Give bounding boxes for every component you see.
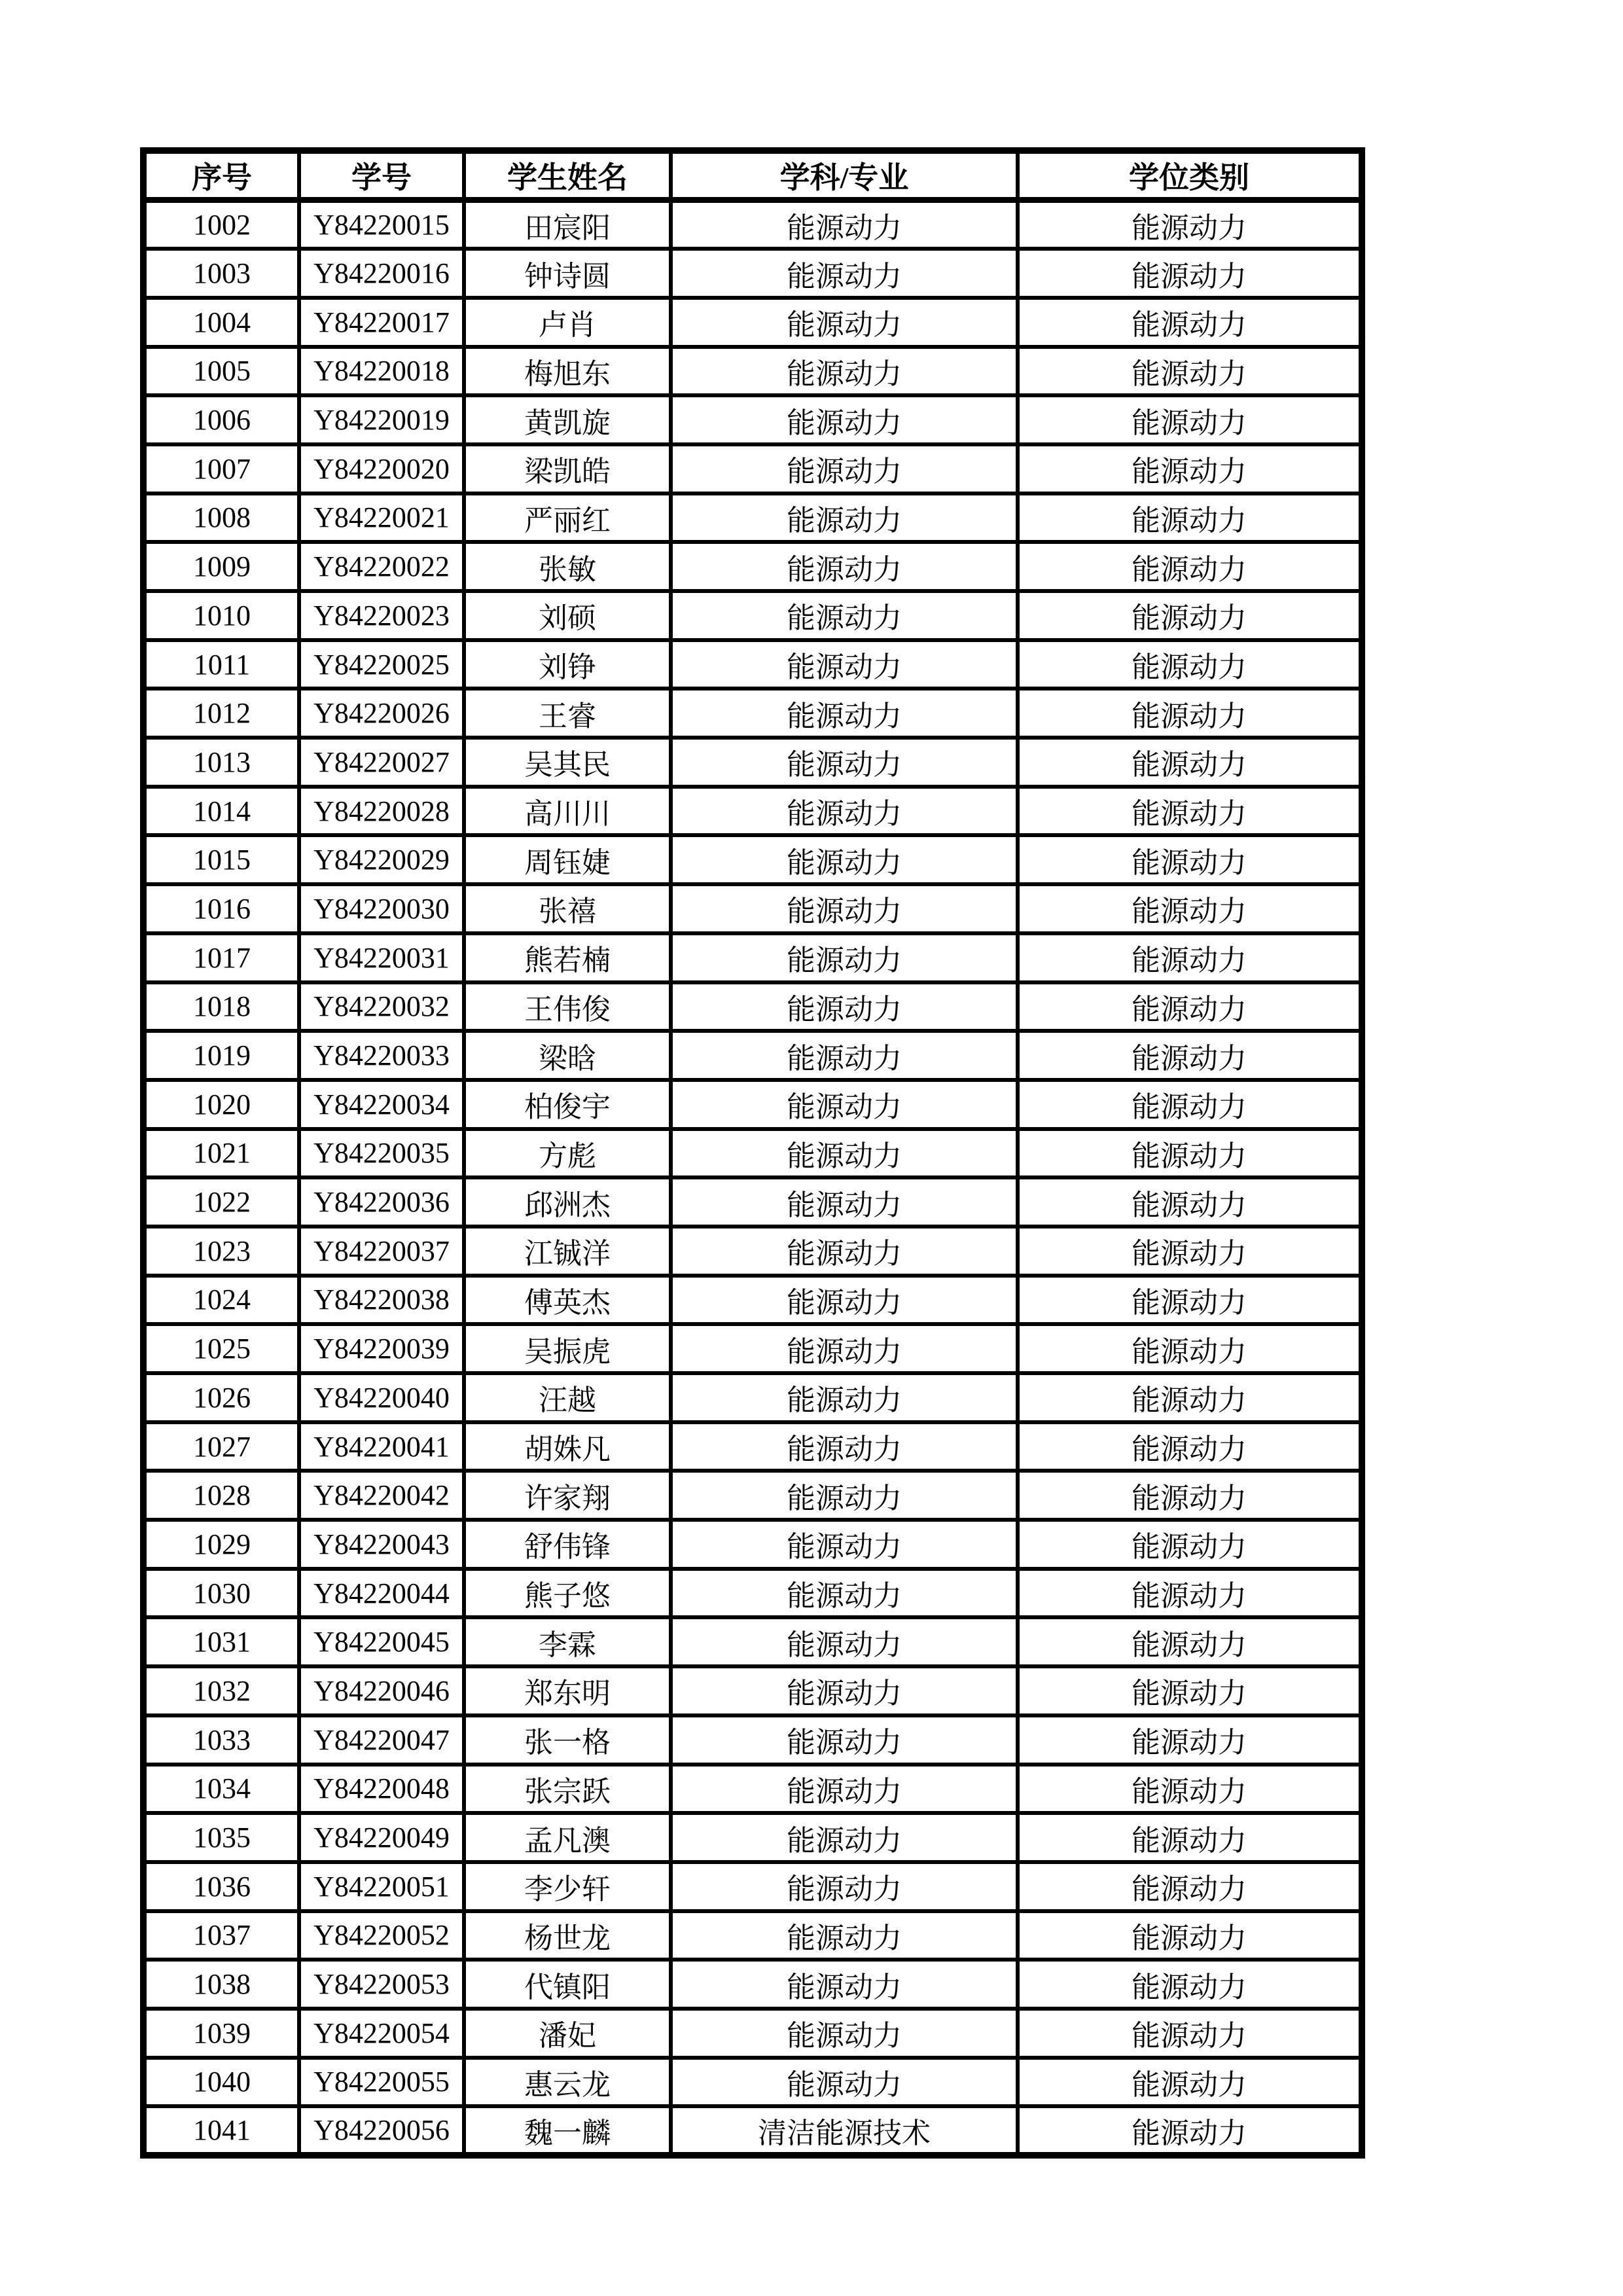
cell-student-id: Y84220023 <box>299 591 464 640</box>
cell-major: 能源动力 <box>671 1373 1018 1422</box>
table-row <box>143 1373 1362 1422</box>
cell-index: 1023 <box>143 1227 299 1276</box>
table-row <box>143 1960 1362 2009</box>
cell-student-id: Y84220039 <box>299 1324 464 1373</box>
table-row <box>143 2009 1362 2058</box>
cell-index: 1016 <box>143 884 299 933</box>
cell-major: 能源动力 <box>671 542 1018 591</box>
cell-degree: 能源动力 <box>1018 1617 1362 1666</box>
cell-index: 1009 <box>143 542 299 591</box>
cell-student-id: Y84220038 <box>299 1276 464 1325</box>
cell-student-id: Y84220053 <box>299 1960 464 2009</box>
cell-major: 能源动力 <box>671 884 1018 933</box>
cell-degree: 能源动力 <box>1018 249 1362 298</box>
cell-student-id: Y84220037 <box>299 1227 464 1276</box>
cell-name: 舒伟锋 <box>464 1520 671 1569</box>
table-row <box>143 1324 1362 1373</box>
cell-degree: 能源动力 <box>1018 1373 1362 1422</box>
cell-degree: 能源动力 <box>1018 1129 1362 1178</box>
cell-major: 能源动力 <box>671 1177 1018 1227</box>
cell-major: 能源动力 <box>671 347 1018 396</box>
cell-name: 胡姝凡 <box>464 1422 671 1471</box>
cell-name: 杨世龙 <box>464 1911 671 1960</box>
cell-degree: 能源动力 <box>1018 1862 1362 1911</box>
cell-degree: 能源动力 <box>1018 2106 1362 2155</box>
table-header <box>143 151 1362 200</box>
cell-index: 1015 <box>143 835 299 884</box>
cell-student-id: Y84220056 <box>299 2106 464 2155</box>
cell-degree: 能源动力 <box>1018 591 1362 640</box>
table-row <box>143 2106 1362 2155</box>
cell-student-id: Y84220025 <box>299 640 464 689</box>
cell-major: 能源动力 <box>671 1862 1018 1911</box>
cell-name: 邱洲杰 <box>464 1177 671 1227</box>
cell-degree: 能源动力 <box>1018 444 1362 493</box>
table-row <box>143 1129 1362 1178</box>
table-row <box>143 347 1362 396</box>
cell-major: 能源动力 <box>671 591 1018 640</box>
cell-name: 高川川 <box>464 787 671 836</box>
cell-degree: 能源动力 <box>1018 1227 1362 1276</box>
table-row <box>143 1862 1362 1911</box>
header-cell-degree: 学位类别 <box>1018 151 1362 200</box>
cell-major: 能源动力 <box>671 1031 1018 1080</box>
cell-student-id: Y84220032 <box>299 982 464 1031</box>
cell-degree: 能源动力 <box>1018 1520 1362 1569</box>
cell-major: 清洁能源技术 <box>671 2106 1018 2155</box>
cell-index: 1005 <box>143 347 299 396</box>
table-row <box>143 1422 1362 1471</box>
cell-index: 1036 <box>143 1862 299 1911</box>
cell-major: 能源动力 <box>671 249 1018 298</box>
table-row <box>143 444 1362 493</box>
cell-degree: 能源动力 <box>1018 1765 1362 1814</box>
cell-student-id: Y84220020 <box>299 444 464 493</box>
cell-major: 能源动力 <box>671 395 1018 444</box>
cell-degree: 能源动力 <box>1018 298 1362 347</box>
table-row <box>143 1227 1362 1276</box>
cell-index: 1006 <box>143 395 299 444</box>
table-row <box>143 738 1362 787</box>
table-row <box>143 689 1362 738</box>
header-cell-student-id: 学号 <box>299 151 464 200</box>
cell-name: 李霖 <box>464 1617 671 1666</box>
cell-index: 1034 <box>143 1765 299 1814</box>
cell-index: 1019 <box>143 1031 299 1080</box>
cell-student-id: Y84220019 <box>299 395 464 444</box>
cell-name: 钟诗圆 <box>464 249 671 298</box>
cell-index: 1004 <box>143 298 299 347</box>
cell-degree: 能源动力 <box>1018 835 1362 884</box>
cell-degree: 能源动力 <box>1018 395 1362 444</box>
cell-index: 1039 <box>143 2009 299 2058</box>
cell-student-id: Y84220028 <box>299 787 464 836</box>
cell-major: 能源动力 <box>671 1324 1018 1373</box>
cell-index: 1014 <box>143 787 299 836</box>
cell-index: 1003 <box>143 249 299 298</box>
cell-degree: 能源动力 <box>1018 982 1362 1031</box>
header-row <box>143 151 1362 200</box>
table-row <box>143 1471 1362 1520</box>
cell-name: 梅旭东 <box>464 347 671 396</box>
cell-major: 能源动力 <box>671 1422 1018 1471</box>
cell-index: 1002 <box>143 200 299 249</box>
cell-name: 魏一麟 <box>464 2106 671 2155</box>
cell-major: 能源动力 <box>671 1617 1018 1666</box>
cell-index: 1025 <box>143 1324 299 1373</box>
table-row <box>143 493 1362 543</box>
cell-major: 能源动力 <box>671 2058 1018 2107</box>
cell-student-id: Y84220051 <box>299 1862 464 1911</box>
cell-degree: 能源动力 <box>1018 1031 1362 1080</box>
cell-degree: 能源动力 <box>1018 1960 1362 2009</box>
cell-name: 王伟俊 <box>464 982 671 1031</box>
table-row <box>143 640 1362 689</box>
cell-degree: 能源动力 <box>1018 2058 1362 2107</box>
cell-name: 汪越 <box>464 1373 671 1422</box>
cell-index: 1035 <box>143 1813 299 1862</box>
cell-student-id: Y84220043 <box>299 1520 464 1569</box>
cell-index: 1008 <box>143 493 299 543</box>
cell-student-id: Y84220015 <box>299 200 464 249</box>
cell-student-id: Y84220027 <box>299 738 464 787</box>
cell-name: 郑东明 <box>464 1666 671 1715</box>
cell-student-id: Y84220021 <box>299 493 464 543</box>
cell-name: 卢肖 <box>464 298 671 347</box>
table-row <box>143 1666 1362 1715</box>
cell-name: 黄凯旋 <box>464 395 671 444</box>
cell-index: 1031 <box>143 1617 299 1666</box>
student-roster-table <box>140 147 1365 2159</box>
cell-major: 能源动力 <box>671 444 1018 493</box>
cell-name: 梁凯皓 <box>464 444 671 493</box>
cell-degree: 能源动力 <box>1018 1569 1362 1618</box>
table-row <box>143 982 1362 1031</box>
cell-student-id: Y84220018 <box>299 347 464 396</box>
cell-student-id: Y84220026 <box>299 689 464 738</box>
cell-name: 刘硕 <box>464 591 671 640</box>
cell-degree: 能源动力 <box>1018 640 1362 689</box>
cell-student-id: Y84220036 <box>299 1177 464 1227</box>
cell-degree: 能源动力 <box>1018 1324 1362 1373</box>
cell-name: 王睿 <box>464 689 671 738</box>
cell-degree: 能源动力 <box>1018 1422 1362 1471</box>
cell-index: 1030 <box>143 1569 299 1618</box>
cell-major: 能源动力 <box>671 1520 1018 1569</box>
cell-index: 1038 <box>143 1960 299 2009</box>
table-row <box>143 1520 1362 1569</box>
header-cell-name: 学生姓名 <box>464 151 671 200</box>
cell-index: 1032 <box>143 1666 299 1715</box>
table-row <box>143 787 1362 836</box>
cell-index: 1029 <box>143 1520 299 1569</box>
cell-major: 能源动力 <box>671 1569 1018 1618</box>
header-cell-major: 学科/专业 <box>671 151 1018 200</box>
cell-index: 1022 <box>143 1177 299 1227</box>
cell-major: 能源动力 <box>671 200 1018 249</box>
cell-name: 张敏 <box>464 542 671 591</box>
cell-degree: 能源动力 <box>1018 787 1362 836</box>
cell-name: 严丽红 <box>464 493 671 543</box>
cell-index: 1037 <box>143 1911 299 1960</box>
table-row <box>143 1177 1362 1227</box>
cell-major: 能源动力 <box>671 1715 1018 1765</box>
table-row <box>143 2058 1362 2107</box>
cell-name: 方彪 <box>464 1129 671 1178</box>
cell-major: 能源动力 <box>671 738 1018 787</box>
cell-major: 能源动力 <box>671 1129 1018 1178</box>
cell-degree: 能源动力 <box>1018 1080 1362 1129</box>
cell-index: 1024 <box>143 1276 299 1325</box>
cell-name: 周钰婕 <box>464 835 671 884</box>
cell-student-id: Y84220045 <box>299 1617 464 1666</box>
table-row <box>143 1031 1362 1080</box>
cell-major: 能源动力 <box>671 933 1018 982</box>
cell-major: 能源动力 <box>671 1813 1018 1862</box>
cell-major: 能源动力 <box>671 1276 1018 1325</box>
cell-degree: 能源动力 <box>1018 347 1362 396</box>
cell-major: 能源动力 <box>671 689 1018 738</box>
table-row <box>143 298 1362 347</box>
cell-name: 张禧 <box>464 884 671 933</box>
table-row <box>143 1765 1362 1814</box>
cell-name: 傅英杰 <box>464 1276 671 1325</box>
cell-degree: 能源动力 <box>1018 1471 1362 1520</box>
cell-name: 江铖洋 <box>464 1227 671 1276</box>
cell-student-id: Y84220030 <box>299 884 464 933</box>
table-row <box>143 542 1362 591</box>
cell-student-id: Y84220054 <box>299 2009 464 2058</box>
cell-name: 代镇阳 <box>464 1960 671 2009</box>
cell-student-id: Y84220034 <box>299 1080 464 1129</box>
cell-name: 张一格 <box>464 1715 671 1765</box>
table-row <box>143 395 1362 444</box>
cell-degree: 能源动力 <box>1018 689 1362 738</box>
cell-student-id: Y84220047 <box>299 1715 464 1765</box>
cell-index: 1026 <box>143 1373 299 1422</box>
cell-index: 1007 <box>143 444 299 493</box>
cell-name: 熊若楠 <box>464 933 671 982</box>
cell-major: 能源动力 <box>671 640 1018 689</box>
table-row <box>143 1813 1362 1862</box>
cell-student-id: Y84220042 <box>299 1471 464 1520</box>
cell-major: 能源动力 <box>671 1080 1018 1129</box>
cell-name: 梁晗 <box>464 1031 671 1080</box>
cell-degree: 能源动力 <box>1018 493 1362 543</box>
cell-index: 1012 <box>143 689 299 738</box>
cell-student-id: Y84220029 <box>299 835 464 884</box>
cell-major: 能源动力 <box>671 1911 1018 1960</box>
cell-major: 能源动力 <box>671 982 1018 1031</box>
cell-major: 能源动力 <box>671 1960 1018 2009</box>
cell-degree: 能源动力 <box>1018 542 1362 591</box>
cell-index: 1020 <box>143 1080 299 1129</box>
cell-student-id: Y84220052 <box>299 1911 464 1960</box>
cell-index: 1021 <box>143 1129 299 1178</box>
cell-name: 吴其民 <box>464 738 671 787</box>
cell-index: 1033 <box>143 1715 299 1765</box>
cell-degree: 能源动力 <box>1018 1276 1362 1325</box>
cell-major: 能源动力 <box>671 1765 1018 1814</box>
cell-degree: 能源动力 <box>1018 1911 1362 1960</box>
cell-degree: 能源动力 <box>1018 1666 1362 1715</box>
cell-student-id: Y84220022 <box>299 542 464 591</box>
cell-degree: 能源动力 <box>1018 2009 1362 2058</box>
cell-student-id: Y84220017 <box>299 298 464 347</box>
cell-major: 能源动力 <box>671 1227 1018 1276</box>
table-row <box>143 1569 1362 1618</box>
cell-name: 吴振虎 <box>464 1324 671 1373</box>
cell-name: 李少轩 <box>464 1862 671 1911</box>
cell-index: 1028 <box>143 1471 299 1520</box>
table-row <box>143 1617 1362 1666</box>
cell-name: 张宗跃 <box>464 1765 671 1814</box>
table-row <box>143 249 1362 298</box>
table-row <box>143 200 1362 249</box>
table-row <box>143 591 1362 640</box>
cell-major: 能源动力 <box>671 2009 1018 2058</box>
cell-student-id: Y84220048 <box>299 1765 464 1814</box>
table-row <box>143 1276 1362 1325</box>
cell-index: 1027 <box>143 1422 299 1471</box>
cell-index: 1018 <box>143 982 299 1031</box>
cell-major: 能源动力 <box>671 787 1018 836</box>
cell-name: 孟凡澳 <box>464 1813 671 1862</box>
cell-major: 能源动力 <box>671 1666 1018 1715</box>
cell-name: 田宸阳 <box>464 200 671 249</box>
cell-name: 潘妃 <box>464 2009 671 2058</box>
cell-name: 惠云龙 <box>464 2058 671 2107</box>
cell-index: 1013 <box>143 738 299 787</box>
cell-student-id: Y84220044 <box>299 1569 464 1618</box>
cell-student-id: Y84220055 <box>299 2058 464 2107</box>
cell-index: 1017 <box>143 933 299 982</box>
cell-degree: 能源动力 <box>1018 884 1362 933</box>
cell-student-id: Y84220046 <box>299 1666 464 1715</box>
cell-student-id: Y84220040 <box>299 1373 464 1422</box>
cell-student-id: Y84220031 <box>299 933 464 982</box>
cell-name: 柏俊宇 <box>464 1080 671 1129</box>
cell-name: 许家翔 <box>464 1471 671 1520</box>
cell-degree: 能源动力 <box>1018 1813 1362 1862</box>
cell-degree: 能源动力 <box>1018 200 1362 249</box>
table-row <box>143 1715 1362 1765</box>
cell-major: 能源动力 <box>671 298 1018 347</box>
table-body <box>143 200 1362 2156</box>
cell-name: 刘铮 <box>464 640 671 689</box>
table-row <box>143 933 1362 982</box>
cell-index: 1010 <box>143 591 299 640</box>
cell-major: 能源动力 <box>671 1471 1018 1520</box>
cell-index: 1041 <box>143 2106 299 2155</box>
cell-student-id: Y84220033 <box>299 1031 464 1080</box>
cell-index: 1011 <box>143 640 299 689</box>
cell-degree: 能源动力 <box>1018 1177 1362 1227</box>
cell-degree: 能源动力 <box>1018 1715 1362 1765</box>
cell-index: 1040 <box>143 2058 299 2107</box>
cell-major: 能源动力 <box>671 835 1018 884</box>
header-cell-index: 序号 <box>143 151 299 200</box>
cell-degree: 能源动力 <box>1018 933 1362 982</box>
table-row <box>143 1080 1362 1129</box>
cell-student-id: Y84220035 <box>299 1129 464 1178</box>
cell-student-id: Y84220016 <box>299 249 464 298</box>
cell-student-id: Y84220049 <box>299 1813 464 1862</box>
table-row <box>143 1911 1362 1960</box>
cell-student-id: Y84220041 <box>299 1422 464 1471</box>
cell-degree: 能源动力 <box>1018 738 1362 787</box>
table-row <box>143 835 1362 884</box>
cell-major: 能源动力 <box>671 493 1018 543</box>
table-row <box>143 884 1362 933</box>
cell-name: 熊子悠 <box>464 1569 671 1618</box>
